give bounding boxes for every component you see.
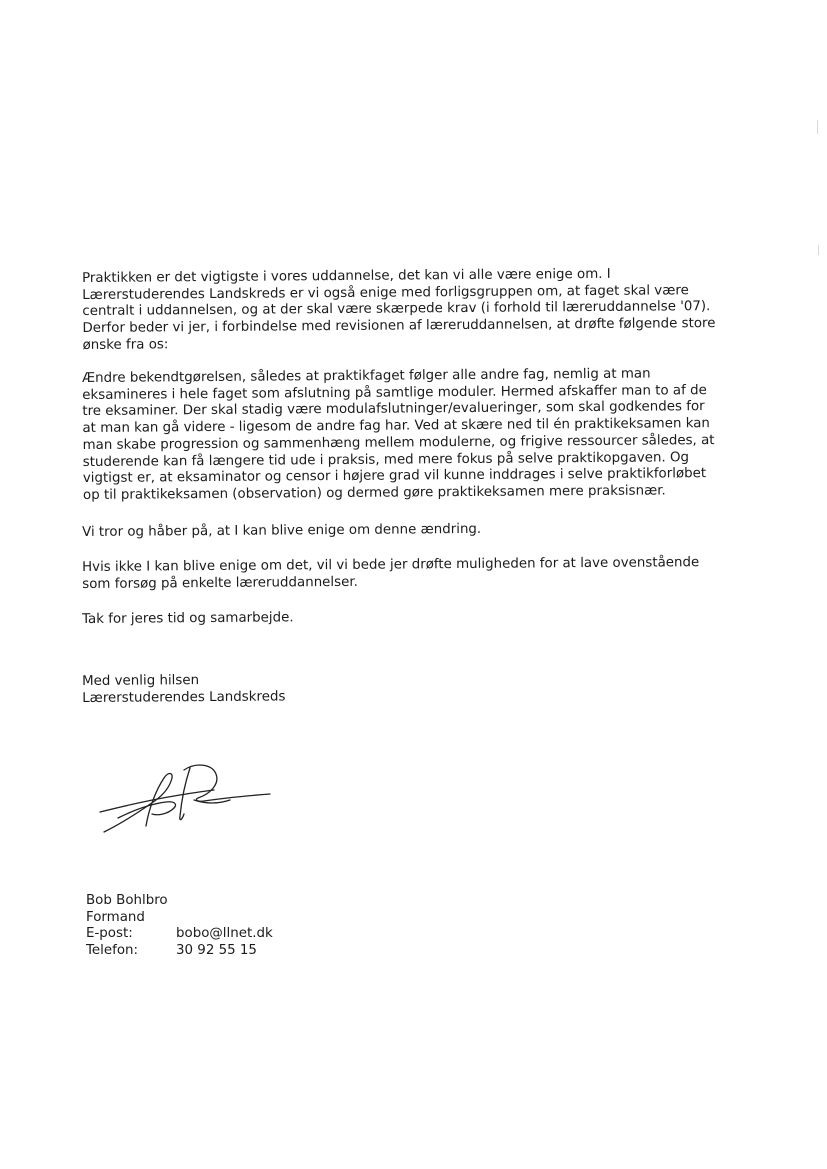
- scan-mark: [817, 120, 818, 134]
- paragraph-proposal: [82, 366, 743, 505]
- paragraph-line: eksamineres i hele faget som afslutning på samtlige moduler. Hermed afskaffer man to af de: [82, 382, 707, 403]
- paragraph-line: tre eksaminer. Der skal stadig være modulafslutninger/evalueringer, som skal godkendes for: [82, 399, 705, 420]
- paragraph-line: studerende kan få længere tid ude i praksis, med mere fokus på selve praktikopgaven. Og: [82, 449, 690, 470]
- handwritten-signature: [94, 760, 274, 840]
- closing-organization: Lærerstuderendes Landskreds: [82, 689, 286, 706]
- closing-block: [82, 669, 742, 708]
- paragraph-line: som forsøg på enkelte læreruddannelser.: [82, 574, 358, 592]
- paragraph-line: Ændre bekendtgørelsen, således at praktikfaget følger alle andre fag, nemlig at man: [82, 366, 651, 386]
- scan-mark: [818, 245, 819, 255]
- paragraph-line: Lærerstuderendes Landskreds er vi også enige med forligsgruppen om, at faget skal være: [82, 282, 689, 303]
- paragraph-line: Derfor beder vi jer, i forbindelse med revisionen af læreruddannelsen, at drøfte følgende store: [82, 316, 716, 337]
- signer-title: Formand: [86, 909, 145, 925]
- signoff-block: [86, 893, 273, 960]
- paragraph-line: centralt i uddannelsen, og at der skal være skærpede krav (i forhold til læreruddannelse '07).: [82, 299, 711, 320]
- email-value: bobo@llnet.dk: [176, 926, 273, 942]
- paragraph-line: Tak for jeres tid og samarbejde.: [82, 610, 294, 627]
- paragraph-thanks: [82, 607, 742, 629]
- phone-value: 30 92 55 15: [176, 943, 257, 959]
- email-label: E-post:: [86, 926, 133, 942]
- contact-email-row: [86, 926, 273, 943]
- paragraph-intro: [82, 266, 743, 355]
- contact-phone-row: [86, 943, 273, 960]
- paragraph-hope: [82, 520, 742, 542]
- paragraph-line: at man kan gå videre - ligesom de andre fag har. Ved at skære ned til én praktikeksamen kan: [82, 416, 710, 437]
- closing-greeting: Med venlig hilsen: [82, 673, 200, 689]
- paragraph-line: vigtigst er, at eksaminator og censor i højere grad vil kunne inddrages i selve praktikforløbet: [82, 466, 707, 487]
- paragraph-line: man skabe progression og sammenhæng mellem modulerne, og frigive ressourcer således, at: [82, 432, 715, 453]
- paragraph-line: Hvis ikke I kan blive enige om det, vil vi bede jer drøfte muligheden for at lave ovenstående: [82, 555, 700, 575]
- phone-label: Telefon:: [86, 943, 139, 959]
- paragraph-line: ønske fra os:: [82, 337, 169, 353]
- paragraph-alternative: [82, 555, 742, 594]
- paragraph-line: op til praktikeksamen (observation) og dermed gøre praktikeksamen mere praksisnær.: [82, 483, 666, 503]
- paragraph-line: Praktikken er det vigtigste i vores uddannelse, det kan vi alle være enige om. I: [82, 266, 611, 286]
- signer-name: Bob Bohlbro: [86, 893, 168, 908]
- paragraph-line: Vi tror og håber på, at I kan blive enige om denne ændring.: [82, 521, 482, 540]
